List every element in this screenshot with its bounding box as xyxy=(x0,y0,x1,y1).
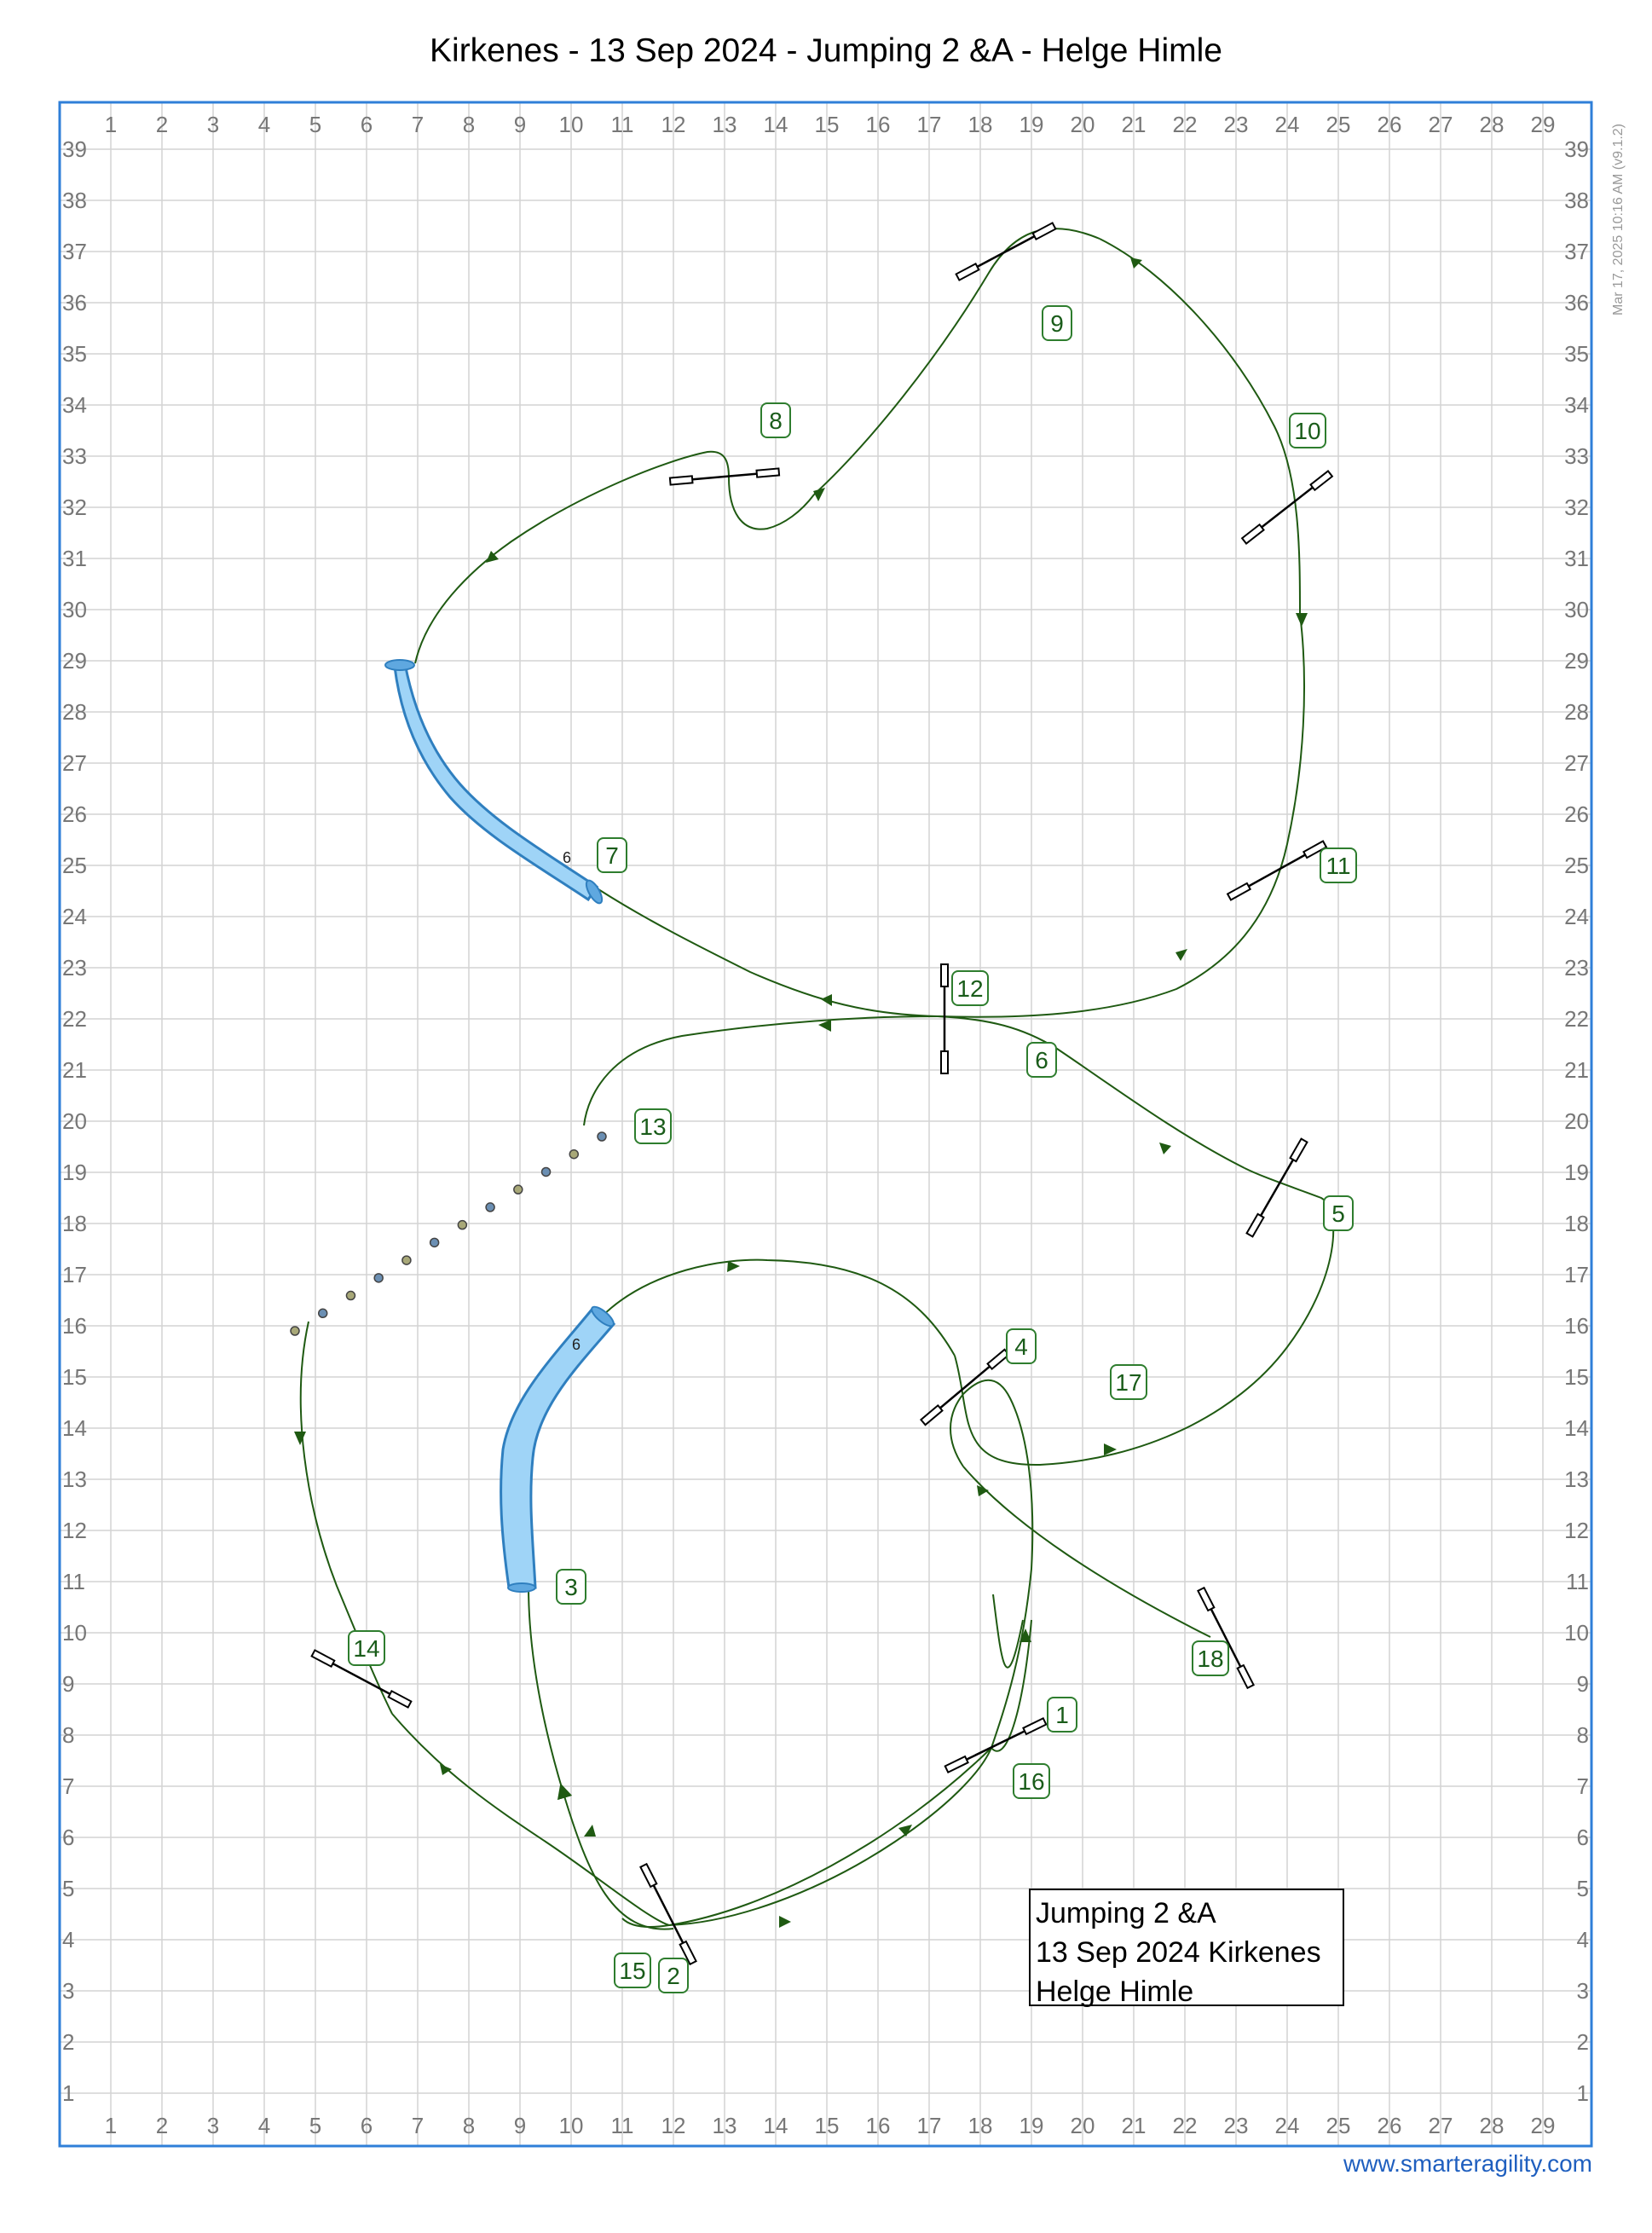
arrow-mark xyxy=(584,1825,596,1837)
weave-pole xyxy=(514,1185,523,1194)
y-tick-label: 11 xyxy=(62,1569,85,1594)
x-tick-label: 26 xyxy=(1377,2113,1402,2138)
obstacle-number-4 xyxy=(1007,1329,1036,1363)
y-tick-label: 6 xyxy=(62,1825,75,1850)
obstacle-number-8 xyxy=(761,403,790,437)
svg-text:2: 2 xyxy=(667,1963,680,1989)
x-tick-label: 3 xyxy=(206,2113,220,2138)
y-tick-label: 29 xyxy=(1564,648,1589,674)
x-tick-label: 14 xyxy=(763,112,788,137)
y-tick-label: 38 xyxy=(1564,188,1589,213)
x-tick-label: 20 xyxy=(1070,2113,1095,2138)
svg-text:1: 1 xyxy=(1055,1702,1069,1728)
weave-pole xyxy=(430,1238,439,1247)
tunnel-label: 6 xyxy=(563,849,572,866)
weave-poles xyxy=(291,1132,606,1335)
footer-website-link[interactable]: www.smarteragility.com xyxy=(1343,2150,1592,2177)
svg-text:5: 5 xyxy=(1331,1200,1345,1227)
y-tick-label: 7 xyxy=(1576,1773,1589,1799)
y-tick-label: 32 xyxy=(1564,495,1589,520)
x-tick-label: 1 xyxy=(104,112,118,137)
weave-pole xyxy=(598,1132,606,1141)
obstacle-number-7 xyxy=(598,838,627,872)
svg-text:8: 8 xyxy=(769,408,783,434)
arrow-mark xyxy=(779,1916,791,1928)
x-tick-label: 17 xyxy=(916,2113,942,2138)
svg-text:10: 10 xyxy=(1294,418,1321,444)
x-tick-label: 8 xyxy=(462,112,476,137)
x-tick-label: 14 xyxy=(763,2113,788,2138)
y-tick-label: 5 xyxy=(62,1876,75,1901)
y-tick-label: 25 xyxy=(62,853,87,878)
y-tick-label: 26 xyxy=(1564,801,1589,827)
weave-pole xyxy=(569,1150,578,1159)
y-tick-label: 37 xyxy=(62,239,87,264)
y-tick-label: 2 xyxy=(62,2029,75,2055)
tunnel-label: 6 xyxy=(572,1336,581,1353)
y-tick-label: 31 xyxy=(62,546,87,571)
y-tick-label: 23 xyxy=(62,955,87,981)
path-arrows xyxy=(294,257,1308,1928)
obstacle-number-14 xyxy=(349,1631,384,1665)
path-4-to-5 xyxy=(955,1168,1333,1465)
svg-text:7: 7 xyxy=(605,842,619,869)
y-tick-label: 12 xyxy=(62,1518,87,1543)
arrow-mark xyxy=(813,488,825,501)
y-tick-label: 29 xyxy=(62,648,87,674)
weave-pole xyxy=(402,1256,411,1264)
version-stamp: Mar 17, 2025 10:16 AM (v9.1.2) xyxy=(1611,123,1626,315)
svg-text:15: 15 xyxy=(619,1958,646,1984)
x-tick-label: 10 xyxy=(558,112,584,137)
y-tick-label: 11 xyxy=(1566,1569,1589,1594)
y-tick-label: 26 xyxy=(62,801,87,827)
y-tick-label: 4 xyxy=(62,1927,75,1952)
y-tick-label: 1 xyxy=(62,2080,75,2106)
weave-pole xyxy=(542,1167,551,1176)
y-tick-label: 3 xyxy=(62,1978,75,2004)
y-tick-label: 14 xyxy=(62,1415,87,1441)
arrow-mark xyxy=(1159,1143,1171,1154)
obstacle-number-12 xyxy=(952,971,988,1005)
y-tick-label: 20 xyxy=(62,1108,87,1134)
x-tick-label: 23 xyxy=(1223,2113,1249,2138)
y-tick-label: 20 xyxy=(1564,1108,1589,1134)
weave-pole xyxy=(319,1309,327,1317)
obstacle-number-3 xyxy=(557,1570,586,1604)
y-tick-label: 22 xyxy=(62,1006,87,1032)
y-tick-label: 24 xyxy=(1564,904,1589,929)
y-tick-label: 33 xyxy=(1564,443,1589,469)
y-tick-label: 17 xyxy=(1564,1262,1589,1287)
obstacle-number-16 xyxy=(1014,1764,1049,1798)
obstacle-number-18 xyxy=(1193,1641,1228,1675)
path-8-to-9 xyxy=(814,229,1100,495)
obstacle-number-2 xyxy=(659,1958,688,1993)
y-tick-label: 4 xyxy=(1576,1927,1589,1952)
y-tick-label: 16 xyxy=(1564,1313,1589,1339)
y-tick-label: 27 xyxy=(62,750,87,776)
x-tick-label: 24 xyxy=(1274,2113,1300,2138)
y-tick-label: 25 xyxy=(1564,853,1589,878)
obstacle-number-11 xyxy=(1320,848,1356,882)
y-tick-label: 1 xyxy=(1576,2080,1589,2106)
x-tick-label: 5 xyxy=(309,112,322,137)
y-tick-label: 36 xyxy=(1564,290,1589,315)
y-tick-label: 2 xyxy=(1576,2029,1589,2055)
svg-text:18: 18 xyxy=(1197,1646,1224,1672)
info-line-judge: Helge Himle xyxy=(1036,1976,1194,2008)
weave-pole xyxy=(374,1274,383,1282)
arrow-mark xyxy=(294,1432,306,1445)
x-tick-label: 5 xyxy=(309,2113,322,2138)
x-tick-label: 2 xyxy=(155,2113,169,2138)
y-tick-label: 14 xyxy=(1564,1415,1589,1441)
y-tick-label: 13 xyxy=(1564,1466,1589,1492)
x-tick-label: 3 xyxy=(206,112,220,137)
y-tick-label: 18 xyxy=(1564,1211,1589,1236)
arrow-mark xyxy=(1296,613,1308,627)
x-tick-label: 29 xyxy=(1530,2113,1556,2138)
y-tick-label: 28 xyxy=(1564,699,1589,725)
x-tick-label: 21 xyxy=(1121,112,1147,137)
y-tick-label: 35 xyxy=(1564,341,1589,367)
x-tick-label: 22 xyxy=(1172,112,1198,137)
y-tick-label: 9 xyxy=(62,1671,75,1697)
obstacle-number-17 xyxy=(1111,1365,1147,1399)
y-tick-label: 8 xyxy=(1576,1722,1589,1748)
x-tick-label: 19 xyxy=(1019,2113,1044,2138)
y-tick-label: 16 xyxy=(62,1313,87,1339)
y-tick-label: 12 xyxy=(1564,1518,1589,1543)
y-tick-label: 22 xyxy=(1564,1006,1589,1032)
y-tick-label: 34 xyxy=(1564,392,1589,418)
x-tick-label: 25 xyxy=(1326,112,1351,137)
path-7-to-8 xyxy=(415,452,814,663)
x-tick-label: 20 xyxy=(1070,112,1095,137)
path-15-to-16 xyxy=(669,1748,991,1925)
x-tick-label: 11 xyxy=(610,2113,634,2138)
weave-pole xyxy=(458,1221,466,1229)
x-tick-label: 6 xyxy=(360,2113,373,2138)
x-tick-label: 18 xyxy=(968,2113,993,2138)
y-axis-ticks-left xyxy=(62,136,87,2106)
y-tick-label: 7 xyxy=(62,1773,75,1799)
path-12-to-13 xyxy=(584,1016,938,1125)
y-tick-label: 5 xyxy=(1576,1876,1589,1901)
x-tick-label: 25 xyxy=(1326,2113,1351,2138)
svg-text:4: 4 xyxy=(1014,1333,1028,1360)
x-tick-label: 4 xyxy=(257,2113,271,2138)
x-tick-label: 21 xyxy=(1121,2113,1147,2138)
svg-text:17: 17 xyxy=(1115,1369,1142,1396)
y-tick-label: 38 xyxy=(62,188,87,213)
y-tick-label: 15 xyxy=(62,1364,87,1390)
weave-pole xyxy=(291,1327,299,1335)
y-tick-label: 19 xyxy=(1564,1160,1589,1185)
y-tick-label: 30 xyxy=(1564,597,1589,622)
x-tick-label: 29 xyxy=(1530,112,1556,137)
y-tick-label: 9 xyxy=(1576,1671,1589,1697)
x-tick-label: 27 xyxy=(1428,2113,1453,2138)
svg-text:16: 16 xyxy=(1018,1768,1045,1795)
y-tick-label: 33 xyxy=(62,443,87,469)
obstacle-number-5 xyxy=(1324,1196,1353,1230)
info-line-date-venue: 13 Sep 2024 Kirkenes xyxy=(1036,1936,1321,1969)
y-tick-label: 28 xyxy=(62,699,87,725)
y-tick-label: 37 xyxy=(1564,239,1589,264)
page-title: Kirkenes - 13 Sep 2024 - Jumping 2 &A - Helge Himle xyxy=(430,32,1222,69)
svg-text:9: 9 xyxy=(1050,310,1064,337)
y-tick-label: 31 xyxy=(1564,546,1589,571)
jump-obstacle xyxy=(921,1350,1008,1425)
y-tick-label: 23 xyxy=(1564,955,1589,981)
y-axis-ticks-right xyxy=(1564,136,1589,2106)
obstacle-number-6 xyxy=(1027,1043,1056,1077)
weave-pole xyxy=(346,1292,355,1300)
obstacle-number-1 xyxy=(1048,1698,1077,1732)
path-5-to-6 xyxy=(938,1016,1245,1168)
jump-obstacle xyxy=(1227,841,1326,900)
tunnel-lower xyxy=(501,1304,617,1592)
obstacle-number-9 xyxy=(1043,306,1071,340)
y-tick-label: 15 xyxy=(1564,1364,1589,1390)
grid-lines xyxy=(60,102,1591,2146)
y-tick-label: 6 xyxy=(1576,1825,1589,1850)
field-frame xyxy=(60,102,1591,2146)
y-tick-label: 39 xyxy=(1564,136,1589,162)
x-tick-label: 8 xyxy=(462,2113,476,2138)
path-6-to-7 xyxy=(598,889,938,1016)
x-tick-label: 24 xyxy=(1274,112,1300,137)
x-axis-ticks-top xyxy=(105,112,1556,137)
x-tick-label: 26 xyxy=(1377,112,1402,137)
x-tick-label: 16 xyxy=(865,2113,891,2138)
y-tick-label: 30 xyxy=(62,597,87,622)
y-tick-label: 3 xyxy=(1576,1978,1589,2004)
arrow-mark xyxy=(440,1764,452,1775)
x-tick-label: 23 xyxy=(1223,112,1249,137)
x-tick-label: 4 xyxy=(257,112,271,137)
svg-text:13: 13 xyxy=(639,1114,667,1140)
x-tick-label: 15 xyxy=(814,2113,840,2138)
obstacle-number-15 xyxy=(615,1953,650,1987)
path-9-to-10 xyxy=(1100,239,1300,614)
y-tick-label: 10 xyxy=(1564,1620,1589,1646)
x-tick-label: 2 xyxy=(155,112,169,137)
y-tick-label: 32 xyxy=(62,495,87,520)
x-tick-label: 13 xyxy=(712,112,737,137)
x-tick-label: 7 xyxy=(411,2113,425,2138)
y-tick-label: 21 xyxy=(62,1057,87,1083)
path-17-to-18 xyxy=(963,1466,1210,1637)
x-tick-label: 7 xyxy=(411,112,425,137)
x-tick-label: 27 xyxy=(1428,112,1453,137)
course-path xyxy=(301,229,1333,1929)
x-tick-label: 11 xyxy=(610,112,634,137)
svg-text:3: 3 xyxy=(564,1574,578,1600)
y-tick-label: 24 xyxy=(62,904,87,929)
jumps xyxy=(312,223,1332,1964)
x-tick-label: 22 xyxy=(1172,2113,1198,2138)
x-tick-label: 28 xyxy=(1479,2113,1505,2138)
y-tick-label: 13 xyxy=(62,1466,87,1492)
x-tick-label: 17 xyxy=(916,112,942,137)
y-tick-label: 18 xyxy=(62,1211,87,1236)
svg-text:12: 12 xyxy=(956,975,984,1002)
arrow-mark xyxy=(727,1261,740,1272)
svg-text:11: 11 xyxy=(1326,853,1351,879)
x-tick-label: 6 xyxy=(360,112,373,137)
path-10-to-11 xyxy=(938,614,1304,1017)
path-14-to-15 xyxy=(392,1714,669,1925)
x-tick-label: 28 xyxy=(1479,112,1505,137)
x-tick-label: 19 xyxy=(1019,112,1044,137)
y-tick-label: 34 xyxy=(62,392,87,418)
svg-text:6: 6 xyxy=(1035,1047,1048,1073)
jump-obstacle xyxy=(1247,1139,1308,1237)
info-line-class: Jumping 2 &A xyxy=(1036,1897,1216,1929)
x-tick-label: 13 xyxy=(712,2113,737,2138)
x-tick-label: 16 xyxy=(865,112,891,137)
y-tick-label: 19 xyxy=(62,1160,87,1185)
arrow-mark xyxy=(1175,949,1187,961)
course-info-box xyxy=(1029,1889,1344,2006)
y-tick-label: 27 xyxy=(1564,750,1589,776)
x-tick-label: 10 xyxy=(558,2113,584,2138)
x-axis-ticks-bottom xyxy=(105,2113,1556,2138)
obstacle-number-13 xyxy=(635,1109,671,1143)
x-tick-label: 9 xyxy=(513,112,527,137)
x-tick-label: 12 xyxy=(661,112,686,137)
arrow-mark xyxy=(818,1020,831,1032)
y-tick-label: 8 xyxy=(62,1722,75,1748)
x-tick-label: 15 xyxy=(814,112,840,137)
y-tick-label: 17 xyxy=(62,1262,87,1287)
y-tick-label: 36 xyxy=(62,290,87,315)
path-16-to-17 xyxy=(950,1380,1032,1748)
x-tick-label: 18 xyxy=(968,112,993,137)
x-tick-label: 1 xyxy=(104,2113,118,2138)
y-tick-label: 35 xyxy=(62,341,87,367)
weave-pole xyxy=(486,1203,494,1212)
obstacle-number-10 xyxy=(1290,414,1326,448)
y-tick-label: 10 xyxy=(62,1620,87,1646)
x-tick-label: 12 xyxy=(661,2113,686,2138)
y-tick-label: 39 xyxy=(62,136,87,162)
svg-text:14: 14 xyxy=(353,1635,380,1662)
y-tick-label: 21 xyxy=(1564,1057,1589,1083)
x-tick-label: 9 xyxy=(513,2113,527,2138)
